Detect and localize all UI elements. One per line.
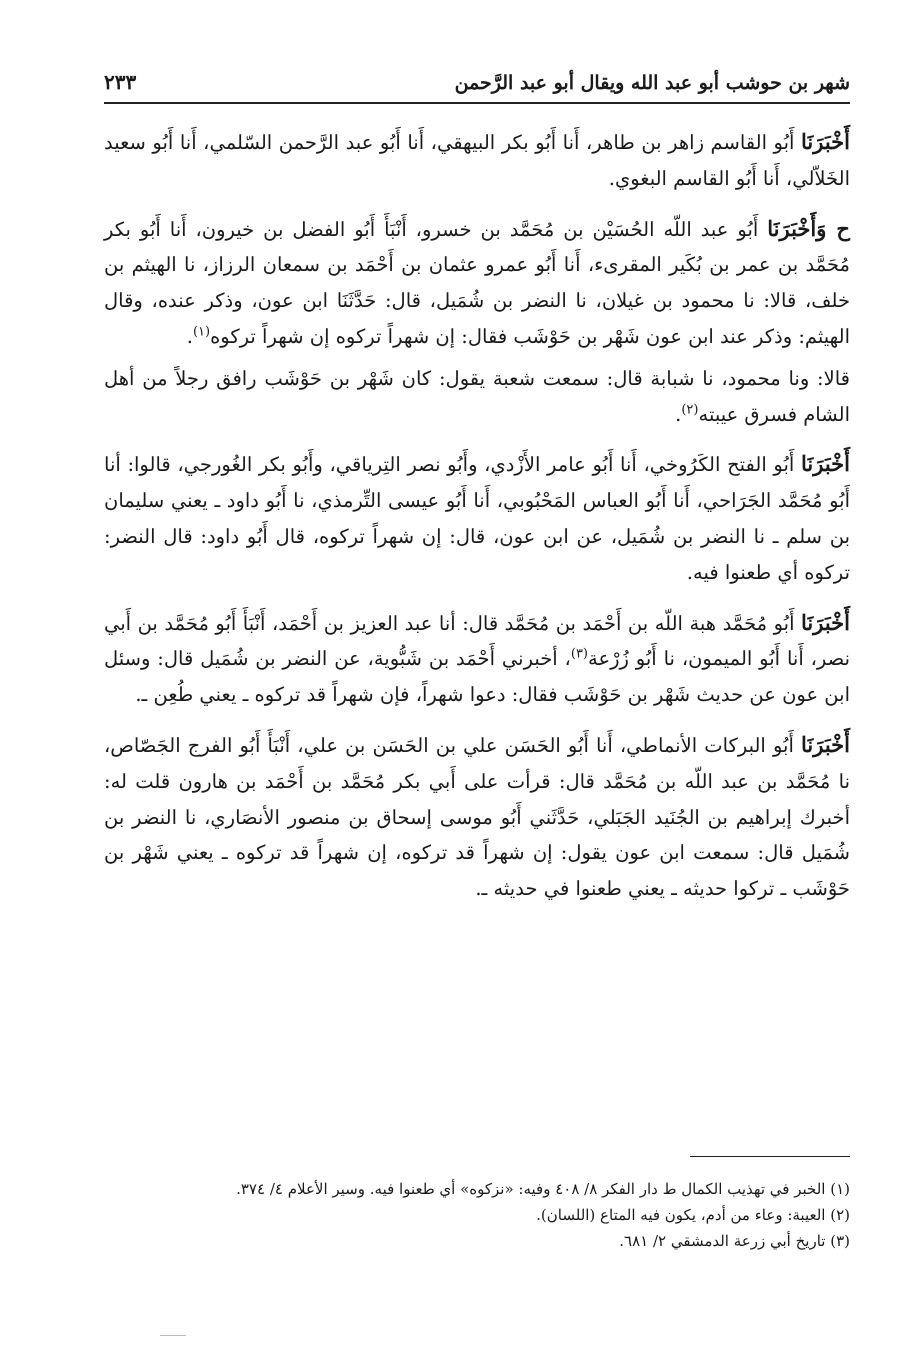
paragraph-text: أَبُو عبد اللّه الحُسَيْن بن مُحَمَّد بن خسرو، أَنْبَأَ أَبُو الفضل بن خيرون، أَنا أَبُو بكر مُحَمَّد بن عمر بن بُكَير المقرىء، أَنا أَبُو عمرو عثمان بن أَحْمَد بن سمعان الرزاز، نا الهيثم بن خلف، قالا: نا محمود بن غيلان، نا النضر بن شُمَيل، قال: حَدَّثَنَا ابن عون، وذكر عنده، وقال الهيثم: وذكر عند ابن عون شَهْر بن حَوْشَب فقال: إن شهراً تركوه إن شهراً تركوه	[104, 217, 850, 348]
footnote-separator	[690, 1156, 850, 1157]
footnote-ref-1[interactable]: (١)	[192, 324, 211, 340]
page-number: ٢٣٣	[104, 70, 137, 94]
narration-lead: أَخْبَرَنَا	[801, 451, 850, 477]
paragraph-text-continued: ، أخبرني أَحْمَد بن شَبُّوية، عن النضر بن شُمَيل قال: وسئل ابن عون عن حديث شَهْر بن حَوْشَب فقال: دعوا شهراً، فإن شهراً قد تركوه ـ يعني طُعِن ـ.	[104, 647, 850, 707]
running-title: شهر بن حوشب أبو عبد الله ويقال أبو عبد الرَّحمن	[454, 72, 850, 94]
page-header	[104, 60, 850, 104]
footnote-3: (٣) تاريخ أبي زرعة الدمشقي ٢/ ٦٨١.	[619, 1232, 850, 1250]
paragraph-text: أَبُو الفتح الكَرُوخي، أَنا أَبُو عامر الأَزْدي، وأَبُو نصر التِرياقي، وأَبُو بكر الغُورجي، قالوا: أنا أَبُو مُحَمَّد الجَرَاحي، أَنا أَبُو العباس المَحْبُوبي، أَنا أَبُو عيسى التِّرمذي، نا أَبُو داود ـ يعني سليمان بن سلم ـ نا النضر بن شُمَيل، عن ابن عون، قال: إن شهراً تركوه، قال أَبُو داود: قال النضر: تركوه أي طعنوا فيه.	[104, 453, 850, 584]
paragraph-4	[104, 446, 850, 590]
paragraph-5	[104, 605, 850, 713]
paragraph-6	[104, 727, 850, 907]
paragraph-text: قالا: ونا محمود، نا شبابة قال: سمعت شعبة يقول: كان شَهْر بن حَوْشَب رافق رجلاً من أهل الشام فسرق عيبته	[104, 366, 850, 426]
main-text	[104, 124, 850, 921]
paragraph-text: أَبُو البركات الأنماطي، أَنا أَبُو الحَسَن علي بن الحَسَن بن علي، أَنْبَأَ أَبُو الفرج الجَصّاص، نا مُحَمَّد بن عبد اللّه بن مُحَمَّد قال: قرأت على أَبي بكر مُحَمَّد بن أَحْمَد بن هارون قلت له: أخبرك إبراهيم بن الجُنَيد الجَبَلي، حَدَّثَني أَبُو موسى إسحاق بن منصور الأنصَاري، نا النضر بن شُمَيل قال: سمعت ابن عون يقول: إن شهراً قد تركوه، إن شهراً قد تركوه ـ يعني شَهْر بن حَوْشَب ـ تركوا حديثه ـ يعني طعنوا في حديثه ـ.	[104, 733, 850, 901]
paragraph-1	[104, 124, 850, 197]
footnote-ref-3[interactable]: (٣)	[570, 646, 588, 662]
paragraph-text: أَبُو مُحَمَّد هبة اللّه بن أَحْمَد بن مُحَمَّد قال: أنا عبد العزيز بن أَحْمَد، أَنْبَأَ أَبُو مُحَمَّد بن أَبي نصر، أَنا أَبُو الميمون، نا أَبُو زُرْعة	[104, 611, 851, 671]
narration-lead: أَخْبَرَنَا	[801, 129, 850, 154]
footnote-ref-2[interactable]: (٢)	[681, 402, 699, 418]
footnotes	[104, 1176, 850, 1254]
footnote-1: (١) الخبر في تهذيب الكمال ط دار الفكر ٨/ ٤٠٨ وفيه: «نزكوه» أي طعنوا فيه. وسير الأعلام ٤/ ٣٧٤.	[236, 1180, 850, 1198]
paragraph-end: .	[675, 402, 682, 426]
margin-mark	[160, 1335, 186, 1336]
narration-lead: أَخْبَرَنَا	[801, 609, 850, 635]
paragraph-text: أَبُو القاسم زاهر بن طاهر، أَنا أَبُو بكر البيهقي، أَنا أَبُو عبد الرَّحمن السّلمي، أَنا أَبُو سعيد الخَلاّلي، أَنا أَبُو القاسم البغوي.	[104, 131, 850, 190]
narration-lead: أَخْبَرَنَا	[801, 731, 850, 757]
paragraph-3	[104, 361, 850, 433]
paragraph-end: .	[186, 324, 193, 348]
paragraph-2	[104, 211, 850, 355]
narration-lead: ح وَأَخْبَرَنَا	[767, 215, 850, 241]
footnote-2: (٢) العيبة: وعاء من أدم، يكون فيه المتاع (اللسان).	[536, 1206, 850, 1224]
